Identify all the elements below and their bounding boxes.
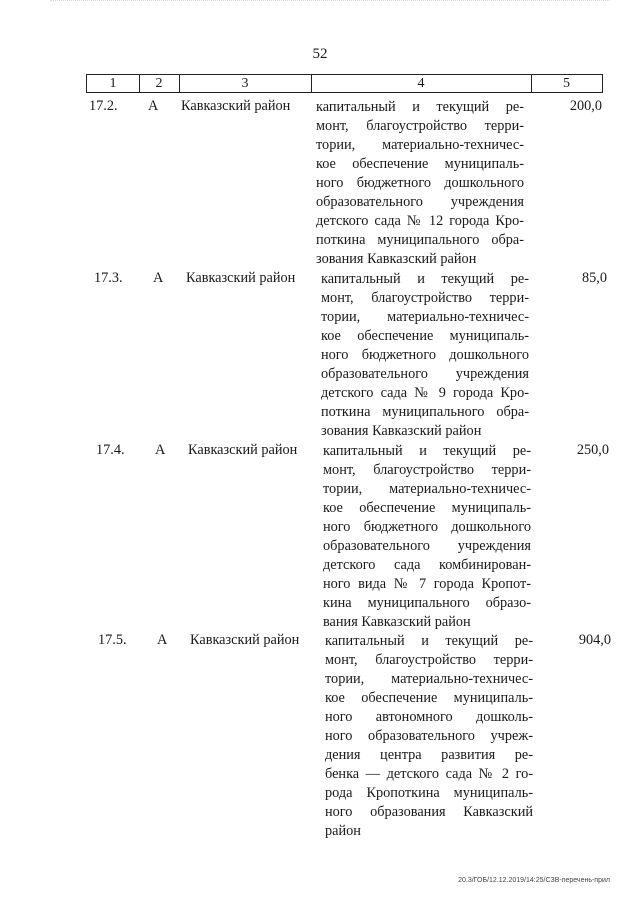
header-col-2: 2 — [155, 76, 163, 91]
description-line: район — [325, 823, 361, 839]
row-category: А — [148, 98, 159, 114]
header-col-5: 5 — [563, 76, 570, 91]
description-line: ного бюджетного дошкольного — [321, 347, 529, 363]
description-line: тории, материально-техничес- — [321, 309, 529, 325]
header-col-4: 4 — [417, 76, 425, 91]
row-amount: 250,0 — [576, 442, 609, 458]
description-line: ного вида № 7 города Кропот- — [323, 576, 531, 592]
description-line: образовательного учреждения — [323, 538, 531, 554]
row-description — [325, 632, 533, 841]
row-district: Кавказский район — [181, 98, 291, 114]
description-line: зования Кавказский район — [321, 423, 482, 439]
description-line: ного автономного дошколь- — [325, 709, 533, 725]
description-line: образовательного учреждения — [316, 194, 524, 210]
description-line: капитальный и текущий ре- — [325, 633, 533, 649]
row-category: А — [157, 632, 168, 648]
description-line: кое обеспечение муниципаль- — [321, 328, 529, 344]
description-line: детского сада № 9 города Кро- — [321, 385, 529, 401]
description-line: поткина муниципального обра- — [321, 404, 529, 420]
row-description — [323, 442, 531, 632]
row-category: А — [153, 270, 164, 286]
description-line: капитальный и текущий ре- — [316, 99, 524, 115]
header-col-1: 1 — [109, 76, 117, 91]
description-line: поткина муниципального обра- — [316, 232, 524, 248]
description-line: кина муниципального образо- — [323, 595, 531, 611]
description-line: дения центра развития ре- — [325, 747, 533, 763]
row-amount: 200,0 — [569, 98, 602, 114]
row-number: 17.4. — [96, 442, 125, 458]
description-line: ного бюджетного дошкольного — [316, 175, 524, 191]
description-line: тории, материально-техничес- — [316, 137, 524, 153]
description-line: кое обеспечение муниципаль- — [316, 156, 524, 172]
header-col-3: 3 — [241, 76, 249, 91]
row-description — [321, 270, 529, 441]
row-district: Кавказский район — [188, 442, 298, 458]
description-line: капитальный и текущий ре- — [323, 443, 531, 459]
description-line: монт, благоустройство терри- — [321, 290, 529, 306]
row-description — [316, 98, 524, 269]
description-line: ного образования Кавказский — [325, 804, 533, 820]
row-number: 17.3. — [94, 270, 123, 286]
description-line: монт, благоустройство терри- — [323, 462, 531, 478]
description-line: детского сада № 12 города Кро- — [316, 213, 524, 229]
description-line: ного образовательного учреж- — [325, 728, 533, 744]
description-line: ного бюджетного дошкольного — [323, 519, 531, 535]
description-line: детского сада комбинирован- — [323, 557, 531, 573]
row-number: 17.2. — [89, 98, 118, 114]
row-amount: 904,0 — [578, 632, 611, 648]
document-footer-code: 20.3/ГОБ/12.12.2019/14:25/СЗВ-перечень-прил — [458, 877, 610, 884]
description-line: монт, благоустройство терри- — [316, 118, 524, 134]
description-line: вания Кавказский район — [323, 614, 471, 630]
description-line: тории, материально-техничес- — [323, 481, 531, 497]
description-line: монт, благоустройство терри- — [325, 652, 533, 668]
row-category: А — [155, 442, 166, 458]
description-line: кое обеспечение муниципаль- — [323, 500, 531, 516]
row-district: Кавказский район — [186, 270, 296, 286]
description-line: рода Кропоткина муниципаль- — [325, 785, 533, 801]
description-line: образовательного учреждения — [321, 366, 529, 382]
row-number: 17.5. — [98, 632, 127, 648]
page-number: 52 — [312, 46, 328, 62]
row-district: Кавказский район — [190, 632, 300, 648]
description-line: капитальный и текущий ре- — [321, 271, 529, 287]
description-line: зования Кавказский район — [316, 251, 477, 267]
description-line: бенка — детского сада № 2 го- — [325, 766, 533, 782]
scan-edge-artifact — [50, 0, 610, 6]
table-header-row — [86, 74, 603, 93]
row-amount: 85,0 — [581, 270, 607, 286]
description-line: тории, материально-техничес- — [325, 671, 533, 687]
description-line: кое обеспечение муниципаль- — [325, 690, 533, 706]
